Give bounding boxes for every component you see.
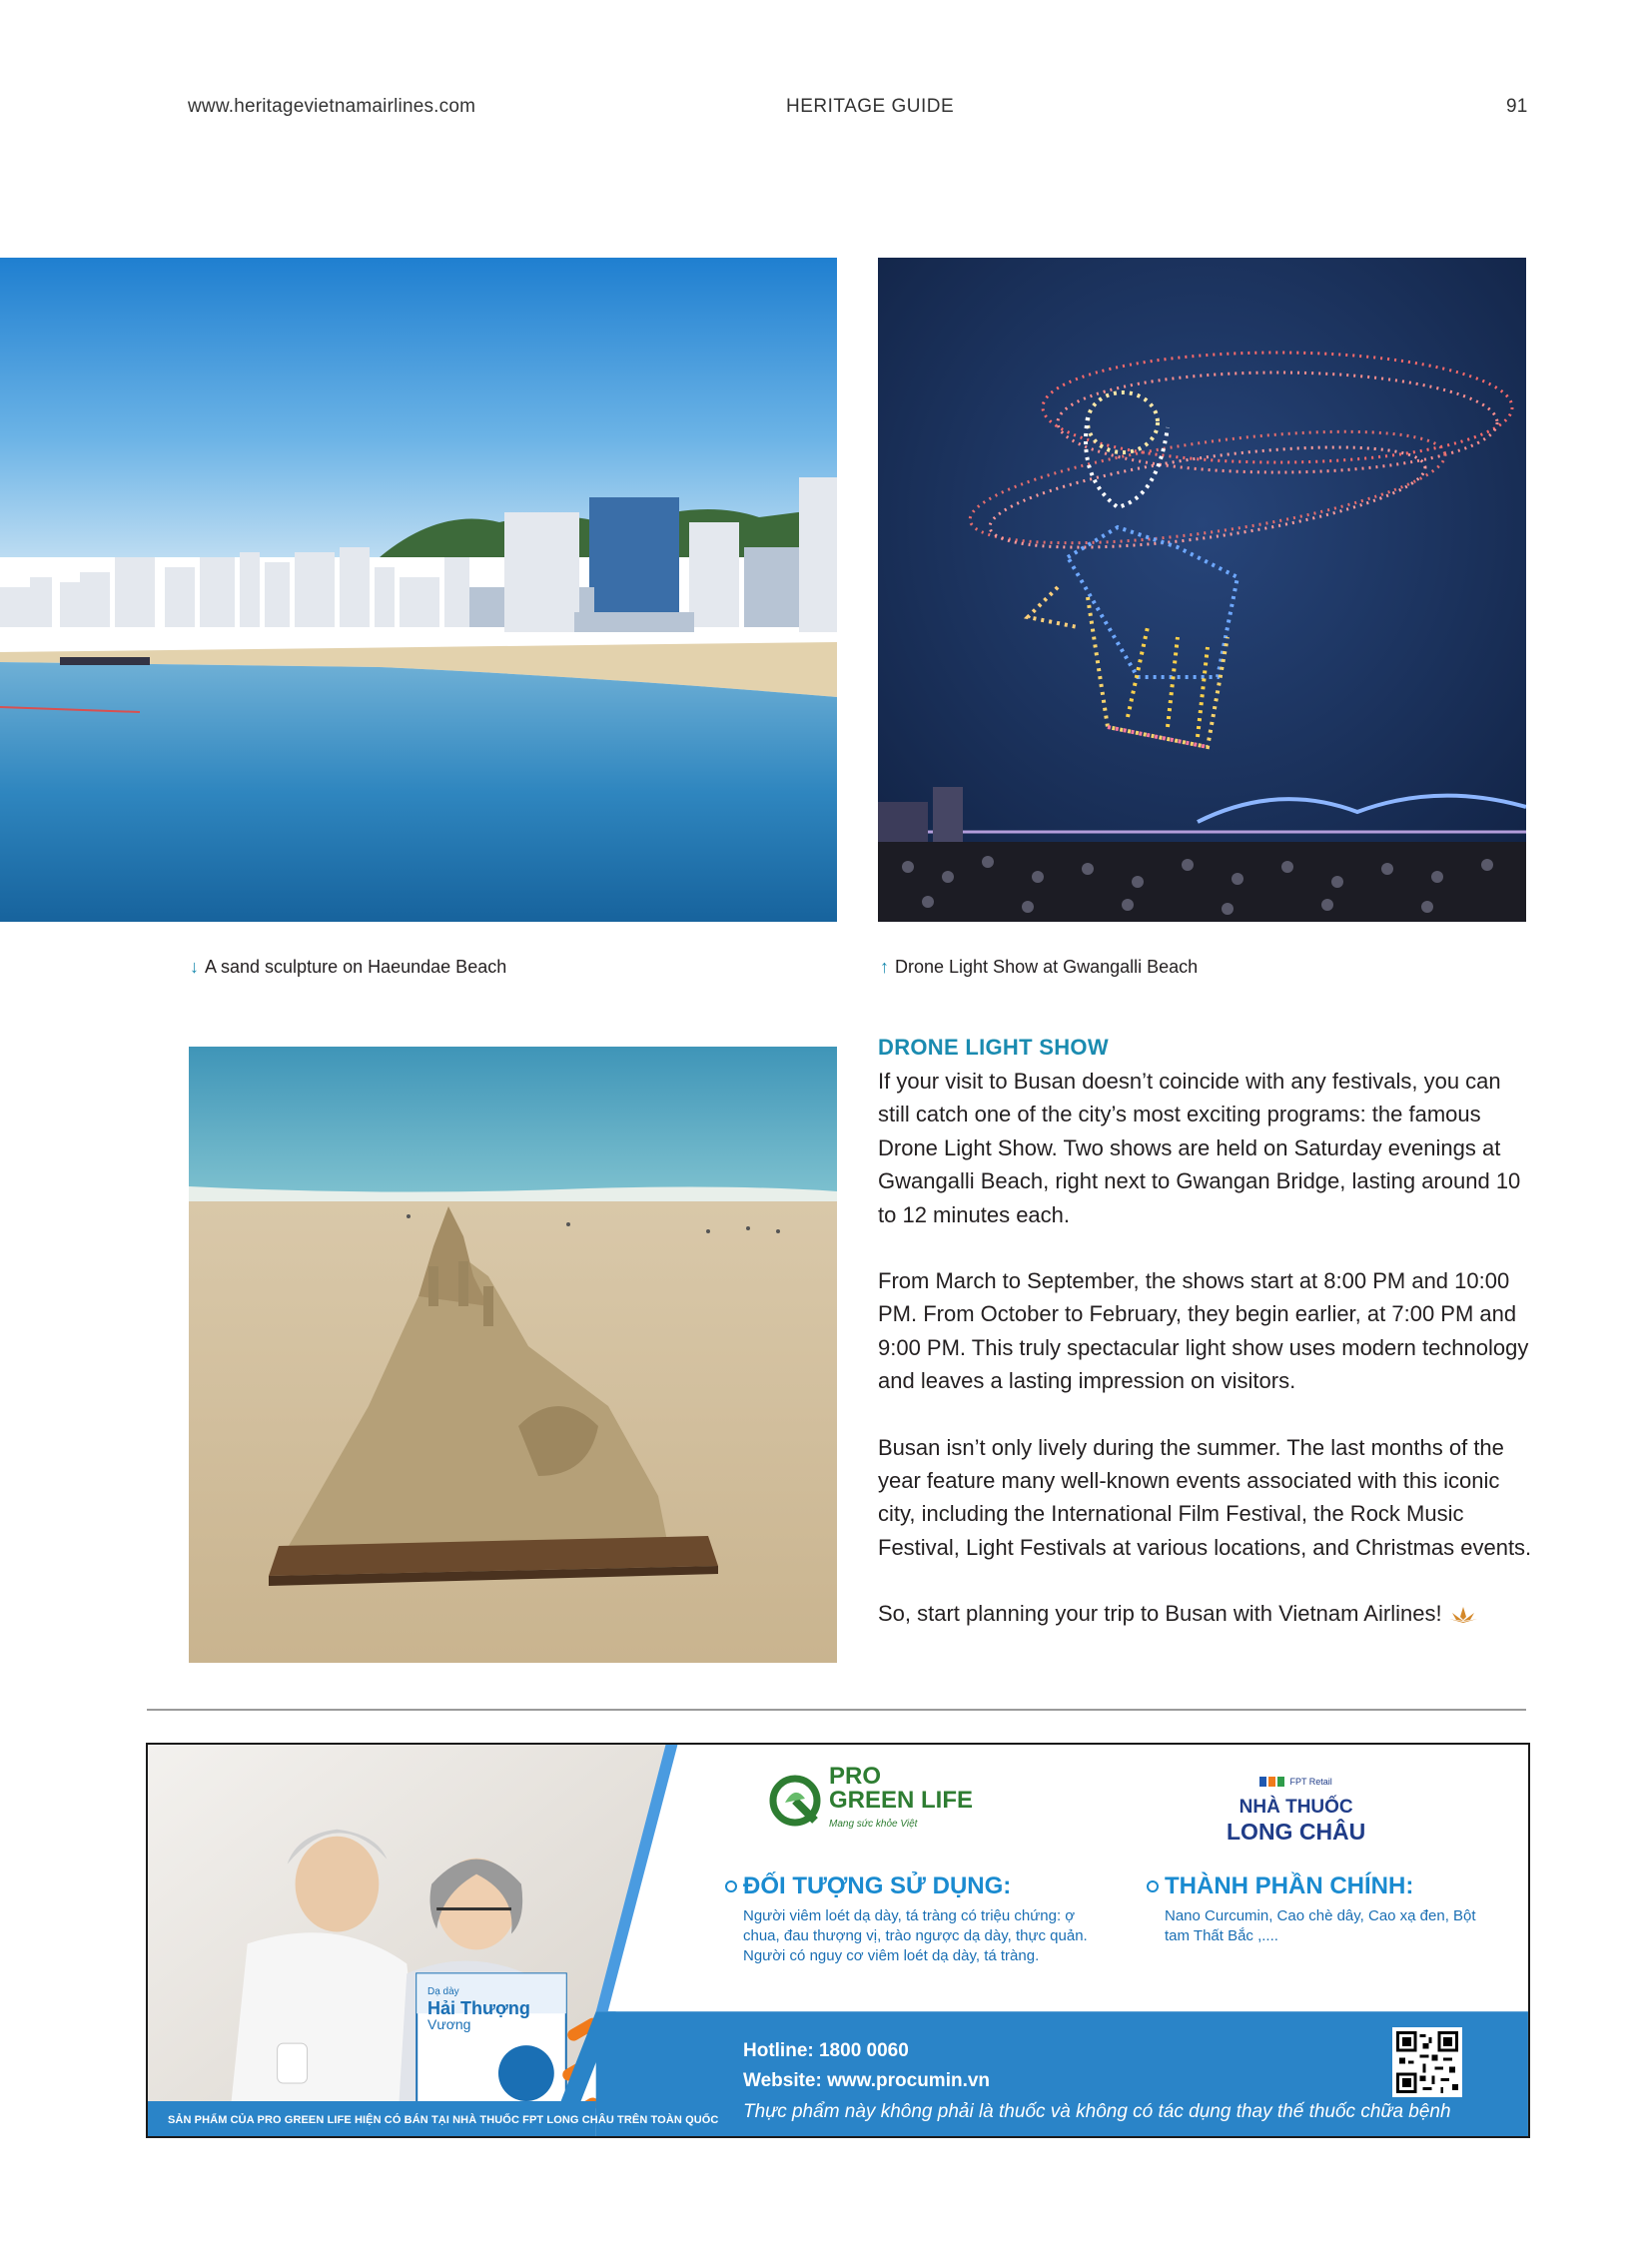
section-divider — [147, 1709, 1526, 1711]
beach-skyline-photo — [0, 258, 837, 922]
caption-left — [190, 957, 506, 978]
product-box-label — [427, 1984, 557, 2032]
article-closing-text: So, start planning your trip to Busan with Vietnam Airlines! — [878, 1601, 1442, 1627]
target-users-line-2: Người có nguy cơ viêm loét dạ dày, tá tràng. — [743, 1947, 1040, 1964]
caption-left-text: A sand sculpture on Haeundae Beach — [205, 957, 507, 977]
section-title: HERITAGE GUIDE — [786, 96, 955, 117]
pro-tagline: Mang sức khỏe Việt — [829, 1819, 918, 1830]
article-paragraph-1: If your visit to Busan doesn’t coincide with any festivals, you can still catch one of the city’s most exciting programs: the famous Drone Light Show. Two shows are held on Saturday evenings at Gwangalli Beach, right next to Gwangan Bridge, lasting around 10 to 12 minutes each. — [878, 1069, 1521, 1227]
pro-text: PRO — [829, 1763, 882, 1790]
green-life-text: GREEN LIFE — [829, 1787, 974, 1814]
article-heading: DRONE LIGHT SHOW — [878, 1035, 1109, 1060]
caption-right — [880, 957, 1198, 978]
page-number: 91 — [1506, 96, 1528, 117]
product-label-1: Dạ dày — [427, 1986, 459, 1997]
lotus-icon — [1448, 1599, 1478, 1632]
advertisement[interactable] — [146, 1743, 1530, 2138]
pro-green-life-logo — [769, 1765, 973, 1837]
ingredients-body: Nano Curcumin, Cao chè dây, Cao xạ đen, Bột tam Thất Bắc ,.... — [1165, 1907, 1476, 1944]
bullet-icon — [1147, 1880, 1159, 1892]
product-label-3: Vương — [427, 2016, 471, 2032]
article-paragraph-3: Busan isn’t only lively during the summer. The last months of the year feature many well-known events associated with this iconic city, including the International Film Festival, the Rock Music Festival, Light Festivals at various locations, and Christmas events. — [878, 1434, 1532, 1560]
sand-sculpture-photo — [189, 1047, 837, 1663]
long-chau-text: LONG CHÂU — [1227, 1819, 1366, 1845]
fpt-icon — [1259, 1775, 1285, 1789]
availability-note: SẢN PHẨM CỦA PRO GREEN LIFE HIỆN CÓ BÁN TẠI NHÀ THUỐC FPT LONG CHÂU TRÊN TOÀN QUỐC — [168, 2114, 719, 2126]
product-label-2: Hải Thượng — [427, 1998, 530, 2018]
target-users-body — [725, 1906, 1105, 1966]
caption-right-text: Drone Light Show at Gwangalli Beach — [895, 957, 1199, 977]
nha-thuoc-text: NHÀ THUỐC — [1239, 1797, 1353, 1818]
target-users-line-1: Người viêm loét dạ dày, tá tràng có triệu chứng: ợ chua, đau thượng vị, trào ngược dạ dày, thực quản. — [743, 1907, 1088, 1944]
article-paragraph-4 — [878, 1597, 1537, 1632]
hotline[interactable]: Hotline: 1800 0060 — [743, 2040, 909, 2061]
long-chau-logo — [1227, 1775, 1365, 1846]
article-paragraph-2: From March to September, the shows start at 8:00 PM and 10:00 PM. From October to February, they begin earlier, at 7:00 PM and 9:00 PM. This truly spectacular light show uses modern technology and leaves a lasting impression on visitors. — [878, 1268, 1529, 1394]
target-users-section — [725, 1872, 1105, 1966]
fpt-retail-text: FPT Retail — [1289, 1777, 1332, 1787]
ingredients-title: THÀNH PHẦN CHÍNH: — [1165, 1872, 1414, 1899]
arrow-down-icon: ↓ — [190, 957, 199, 977]
qr-code-icon[interactable] — [1392, 2027, 1462, 2097]
pro-green-life-icon — [769, 1775, 821, 1827]
contact-block — [743, 2036, 990, 2096]
article — [878, 1035, 1537, 1665]
arrow-up-icon: ↑ — [880, 957, 889, 977]
site-url: www.heritagevietnamairlines.com — [188, 96, 476, 117]
bullet-icon — [725, 1880, 737, 1892]
target-users-title: ĐỐI TƯỢNG SỬ DỤNG: — [743, 1872, 1012, 1899]
drone-show-photo — [878, 258, 1526, 922]
website-link[interactable]: Website: www.procumin.vn — [743, 2070, 991, 2091]
ingredients-section — [1147, 1872, 1486, 1946]
disclaimer: Thực phẩm này không phải là thuốc và không có tác dụng thay thế thuốc chữa bệnh — [743, 2101, 1451, 2122]
